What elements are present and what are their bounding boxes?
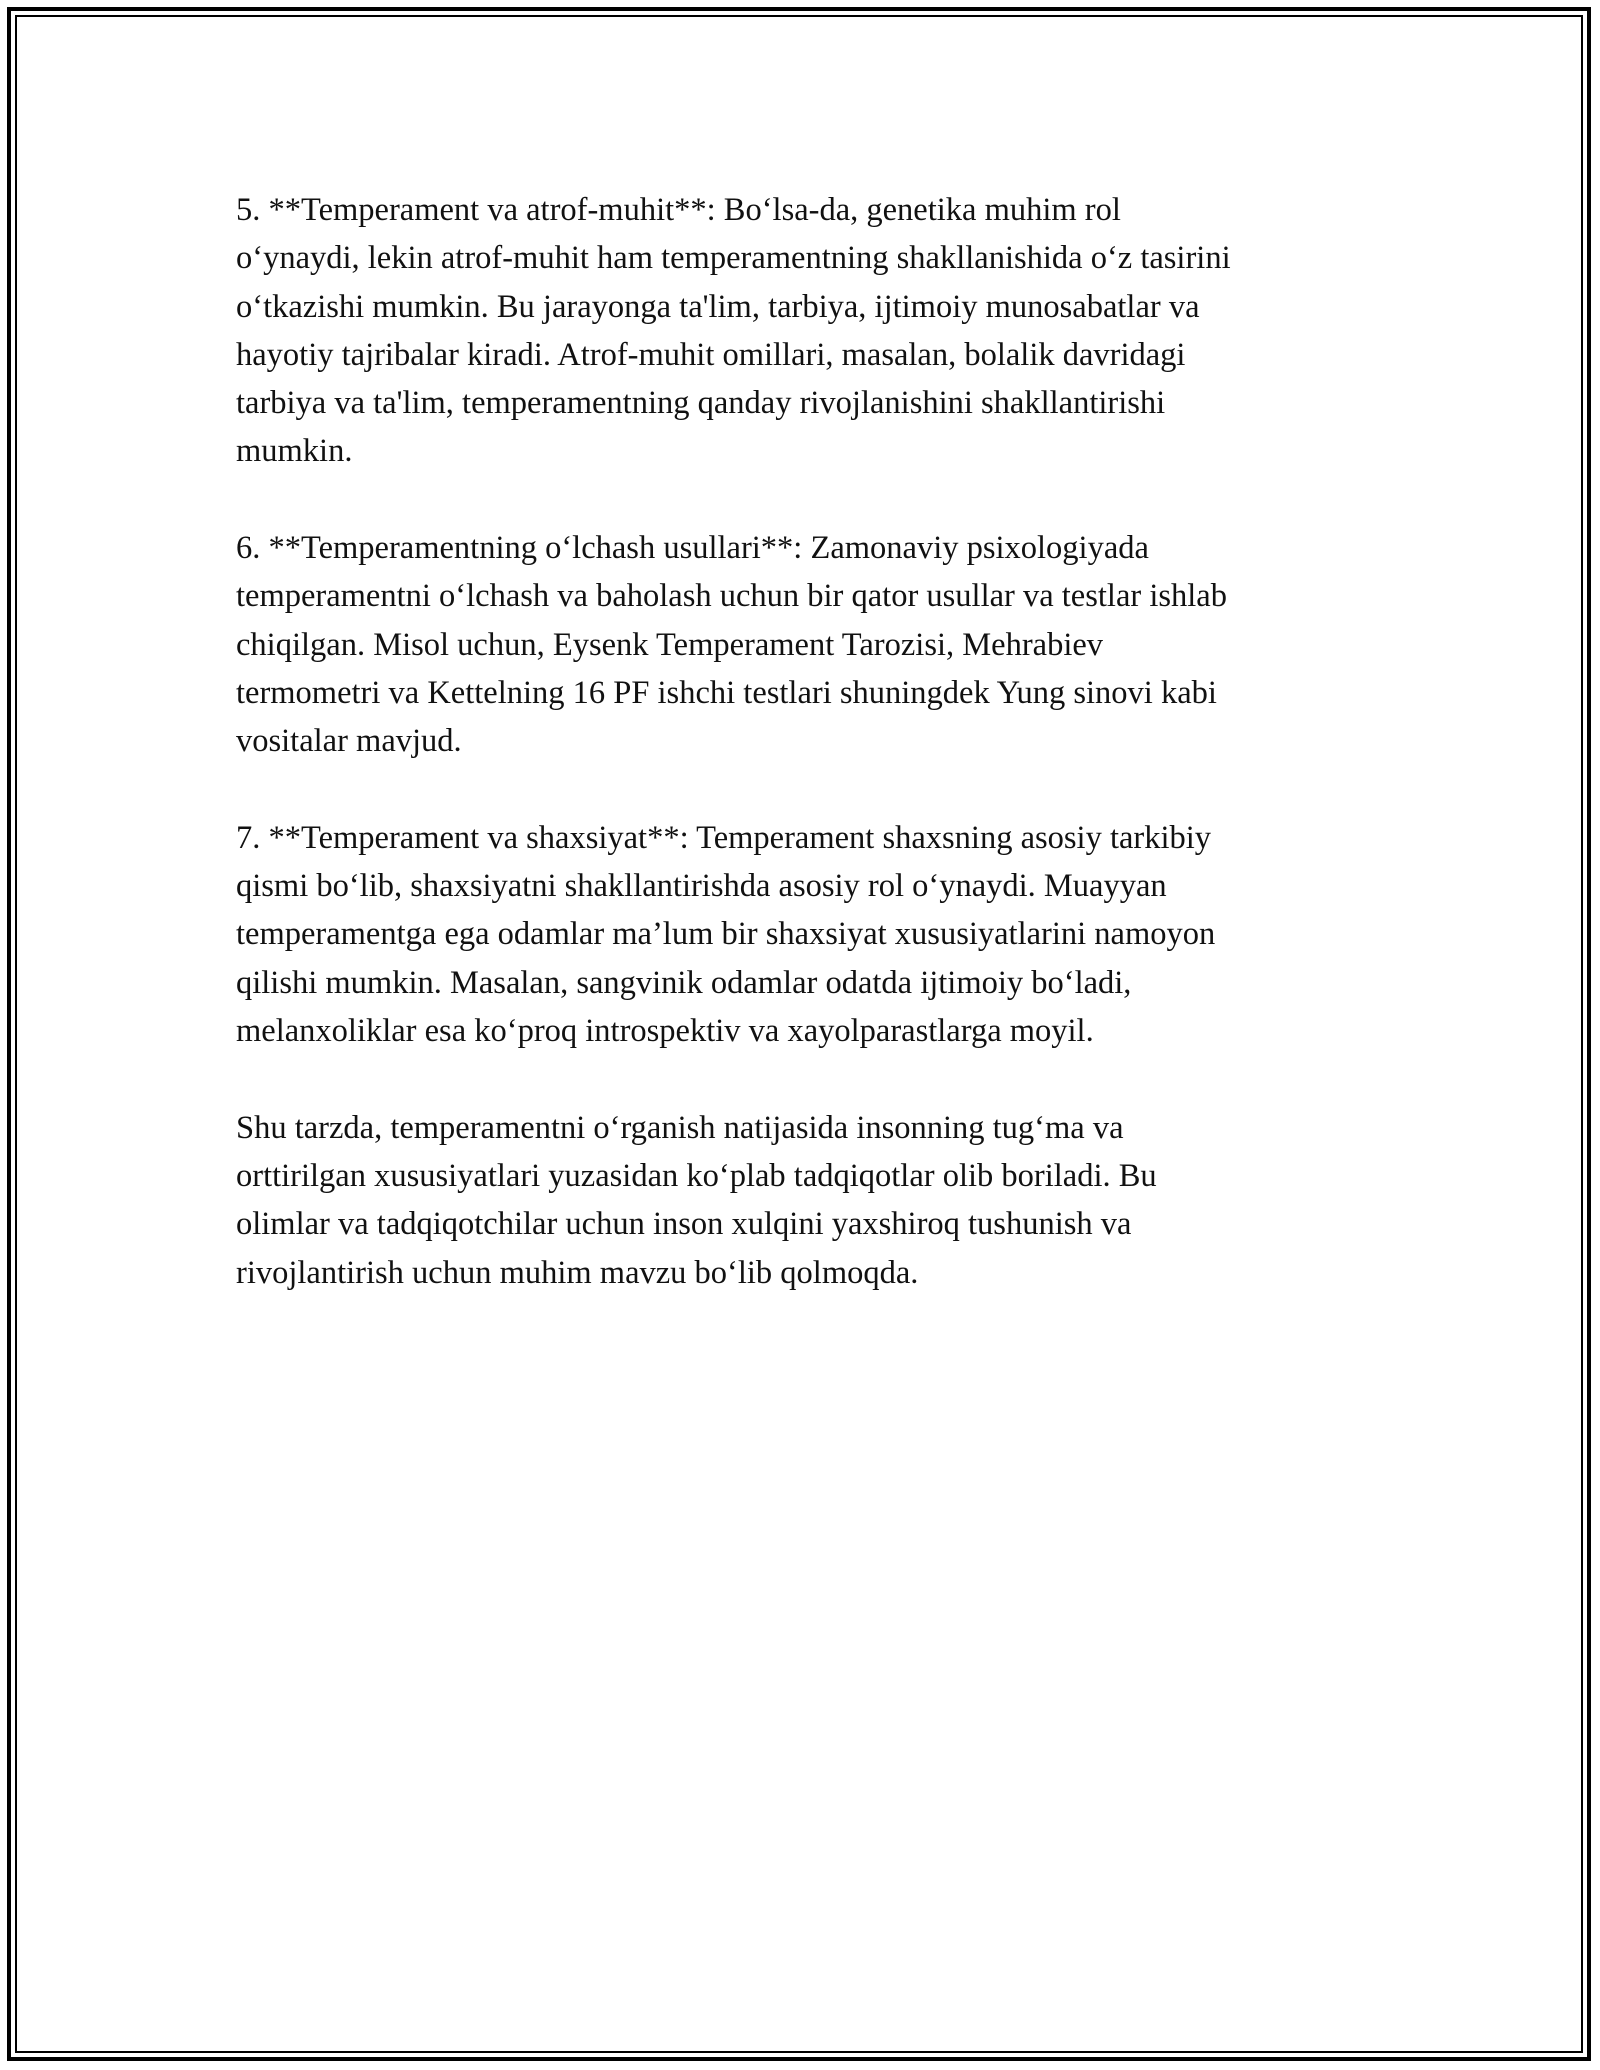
- text-line: temperamentga ega odamlar ma’lum bir shaxsiyat xususiyatlarini namoyon: [236, 916, 1216, 953]
- text-line: qilishi mumkin. Masalan, sangvinik odamlar odatda ijtimoiy bo‘ladi,: [236, 964, 1132, 1001]
- paragraph-temperament-measurement: [236, 524, 1376, 765]
- text-line: 6. **Temperamentning o‘lchash usullari**: Zamonaviy psixologiyada: [236, 530, 1149, 567]
- text-line: o‘tkazishi mumkin. Bu jarayonga ta'lim, tarbiya, ijtimoiy munosabatlar va: [236, 288, 1200, 325]
- paragraph-temperament-environment: [236, 186, 1376, 476]
- text-line: 5. **Temperament va atrof-muhit**: Bo‘lsa-da, genetika muhim rol: [236, 192, 1121, 228]
- text-line: rivojlantirish uchun muhim mavzu bo‘lib qolmoqda.: [236, 1254, 919, 1291]
- text-line: tarbiya va ta'lim, temperamentning qanday rivojlanishini shakllantirishi: [236, 385, 1166, 422]
- text-line: orttirilgan xususiyatlari yuzasidan ko‘plab tadqiqotlar olib boriladi. Bu: [236, 1157, 1157, 1194]
- text-line: vositalar mavjud.: [236, 723, 462, 760]
- text-line: chiqilgan. Misol uchun, Eysenk Temperament Tarozisi, Mehrabiev: [236, 626, 1104, 663]
- text-line: olimlar va tadqiqotchilar uchun inson xulqini yaxshiroq tushunish va: [236, 1206, 1132, 1243]
- text-line: qismi bo‘lib, shaxsiyatni shakllantirishda asosiy rol o‘ynaydi. Muayyan: [236, 868, 1167, 905]
- text-line: hayotiy tajribalar kiradi. Atrof-muhit omillari, masalan, bolalik davridagi: [236, 336, 1186, 373]
- text-line: melanxoliklar esa ko‘proq introspektiv va xayolparastlarga moyil.: [236, 1013, 1094, 1050]
- text-line: Shu tarzda, temperamentni o‘rganish natijasida insonning tug‘ma va: [236, 1109, 1124, 1146]
- text-line: termometri va Kettelning 16 PF ishchi testlari shuningdek Yung sinovi kabi: [236, 674, 1217, 711]
- text-line: o‘ynaydi, lekin atrof-muhit ham temperamentning shakllanishida o‘z tasirini: [236, 240, 1231, 277]
- text-line: 7. **Temperament va shaxsiyat**: Temperament shaxsning asosiy tarkibiy: [236, 819, 1212, 856]
- text-line: temperamentni o‘lchash va baholash uchun bir qator usullar va testlar ishlab: [236, 578, 1227, 615]
- document-body: [236, 186, 1376, 1345]
- paragraph-temperament-personality: [236, 814, 1376, 1055]
- paragraph-conclusion: [236, 1104, 1376, 1297]
- text-line: mumkin.: [236, 433, 353, 470]
